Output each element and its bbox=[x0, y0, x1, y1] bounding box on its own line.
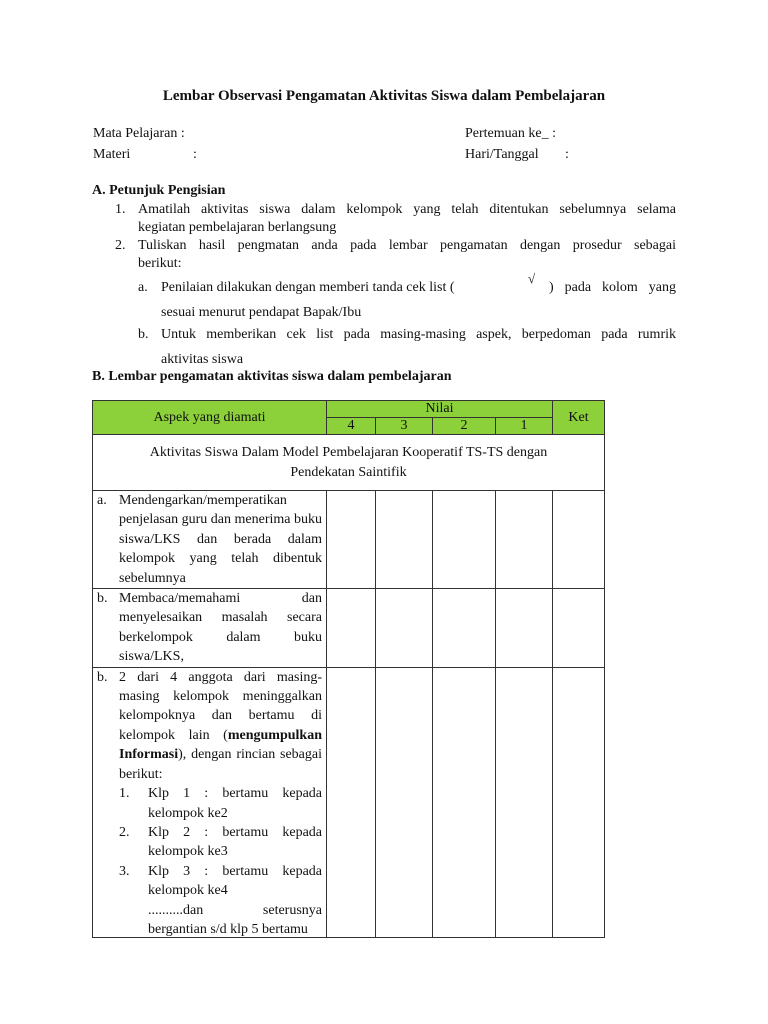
sub-number: 3. bbox=[119, 863, 130, 879]
instruction-text-cont: kegiatan pembelajaran berlangsung bbox=[138, 220, 337, 235]
score-cell-1[interactable] bbox=[496, 589, 553, 668]
instruction-number: 1. bbox=[115, 202, 126, 217]
aspect-cell bbox=[93, 491, 327, 589]
section-a-heading: A. Petunjuk Pengisian bbox=[92, 183, 226, 198]
header-nilai: Nilai bbox=[327, 401, 553, 418]
table-row bbox=[93, 667, 605, 937]
score-cell-2[interactable] bbox=[433, 667, 496, 937]
mata-pelajaran-label: Mata Pelajaran : bbox=[93, 126, 185, 141]
header-score-1: 1 bbox=[496, 418, 553, 435]
observation-table bbox=[92, 400, 605, 938]
row-text-bold: mengumpulkan Informasi bbox=[119, 727, 322, 763]
sub-text: Klp 2 : bertamu kepada kelompok ke3 bbox=[148, 824, 322, 860]
score-cell-1[interactable] bbox=[496, 491, 553, 589]
row-text: 2 dari 4 anggota dari masing-masing kelompok meninggalkan kelompoknya dan bertamu di kelompok lain ( bbox=[119, 669, 322, 743]
sub-text: Klp 3 : bertamu kepada kelompok ke4 bbox=[148, 863, 322, 899]
subitem-text: Untuk memberikan cek list pada masing-masing aspek, berpedoman pada rumrik bbox=[161, 327, 676, 342]
score-cell-4[interactable] bbox=[327, 667, 376, 937]
score-cell-1[interactable] bbox=[496, 667, 553, 937]
ket-cell[interactable] bbox=[553, 491, 605, 589]
table-row bbox=[93, 491, 605, 589]
check-mark-icon: √ bbox=[528, 271, 536, 286]
instruction-text-cont: berikut: bbox=[138, 256, 182, 271]
materi-colon: : bbox=[193, 147, 197, 162]
sub-number: 1. bbox=[119, 786, 130, 802]
instruction-text: Amatilah aktivitas siswa dalam kelompok yang telah ditentukan sebelumnya selama bbox=[138, 202, 676, 217]
row-tail-text: ..........dan seterusnya bergantian s/d klp 5 bertamu bbox=[148, 902, 322, 937]
subitem-letter: a. bbox=[138, 280, 148, 295]
header-aspek: Aspek yang diamati bbox=[93, 401, 327, 435]
score-cell-2[interactable] bbox=[433, 491, 496, 589]
row-letter: a. bbox=[97, 493, 107, 508]
score-cell-4[interactable] bbox=[327, 491, 376, 589]
score-cell-3[interactable] bbox=[376, 667, 433, 937]
instruction-text: Tuliskan hasil pengmatan anda pada lembar pengamatan dengan prosedur sebagai bbox=[138, 238, 676, 253]
subitem-text-post: ) pada kolom yang bbox=[549, 280, 676, 295]
header-score-3: 3 bbox=[376, 418, 433, 435]
row-text: Mendengarkan/memperatikan penjelasan guru dan menerima buku siswa/LKS dan berada dalam kelompok yang telah dibentuk sebelumnya bbox=[119, 493, 322, 586]
ket-cell[interactable] bbox=[553, 589, 605, 668]
pertemuan-label: Pertemuan ke_ : bbox=[465, 126, 556, 141]
header-score-4: 4 bbox=[327, 418, 376, 435]
header-ket: Ket bbox=[553, 401, 605, 435]
row-text: Membaca/memahami dan menyelesaikan masalah secara berkelompok dalam buku siswa/LKS, bbox=[119, 591, 322, 665]
subitem-text-pre: Penilaian dilakukan dengan memberi tanda cek list ( bbox=[161, 280, 455, 295]
subitem-text-cont: aktivitas siswa bbox=[161, 352, 244, 367]
subitem-letter: b. bbox=[138, 327, 149, 342]
section-b-heading: B. Lembar pengamatan aktivitas siswa dalam pembelajaran bbox=[92, 369, 452, 384]
hari-tanggal-label: Hari/Tanggal bbox=[465, 147, 539, 162]
materi-label: Materi bbox=[93, 147, 131, 162]
header-score-2: 2 bbox=[433, 418, 496, 435]
score-cell-4[interactable] bbox=[327, 589, 376, 668]
hari-tanggal-colon: : bbox=[565, 147, 569, 162]
score-cell-3[interactable] bbox=[376, 589, 433, 668]
score-cell-2[interactable] bbox=[433, 589, 496, 668]
subitem-text-cont: sesuai menurut pendapat Bapak/Ibu bbox=[161, 305, 362, 320]
row-letter: b. bbox=[97, 591, 108, 607]
aspect-cell bbox=[93, 589, 327, 668]
row-text-post: ), dengan rincian sebagai berikut: bbox=[119, 747, 322, 782]
section-title-row: Aktivitas Siswa Dalam Model Pembelajaran Kooperatif TS-TS dengan Pendekatan Saintifik bbox=[93, 435, 605, 491]
score-cell-3[interactable] bbox=[376, 491, 433, 589]
aspect-cell bbox=[93, 667, 327, 937]
ket-cell[interactable] bbox=[553, 667, 605, 937]
instruction-number: 2. bbox=[115, 238, 126, 253]
sub-number: 2. bbox=[119, 824, 130, 840]
sub-text: Klp 1 : bertamu kepada kelompok ke2 bbox=[148, 786, 322, 821]
table-row bbox=[93, 589, 605, 668]
page-title: Lembar Observasi Pengamatan Aktivitas Siswa dalam Pembelajaran bbox=[162, 88, 606, 104]
row-letter: b. bbox=[97, 669, 108, 685]
